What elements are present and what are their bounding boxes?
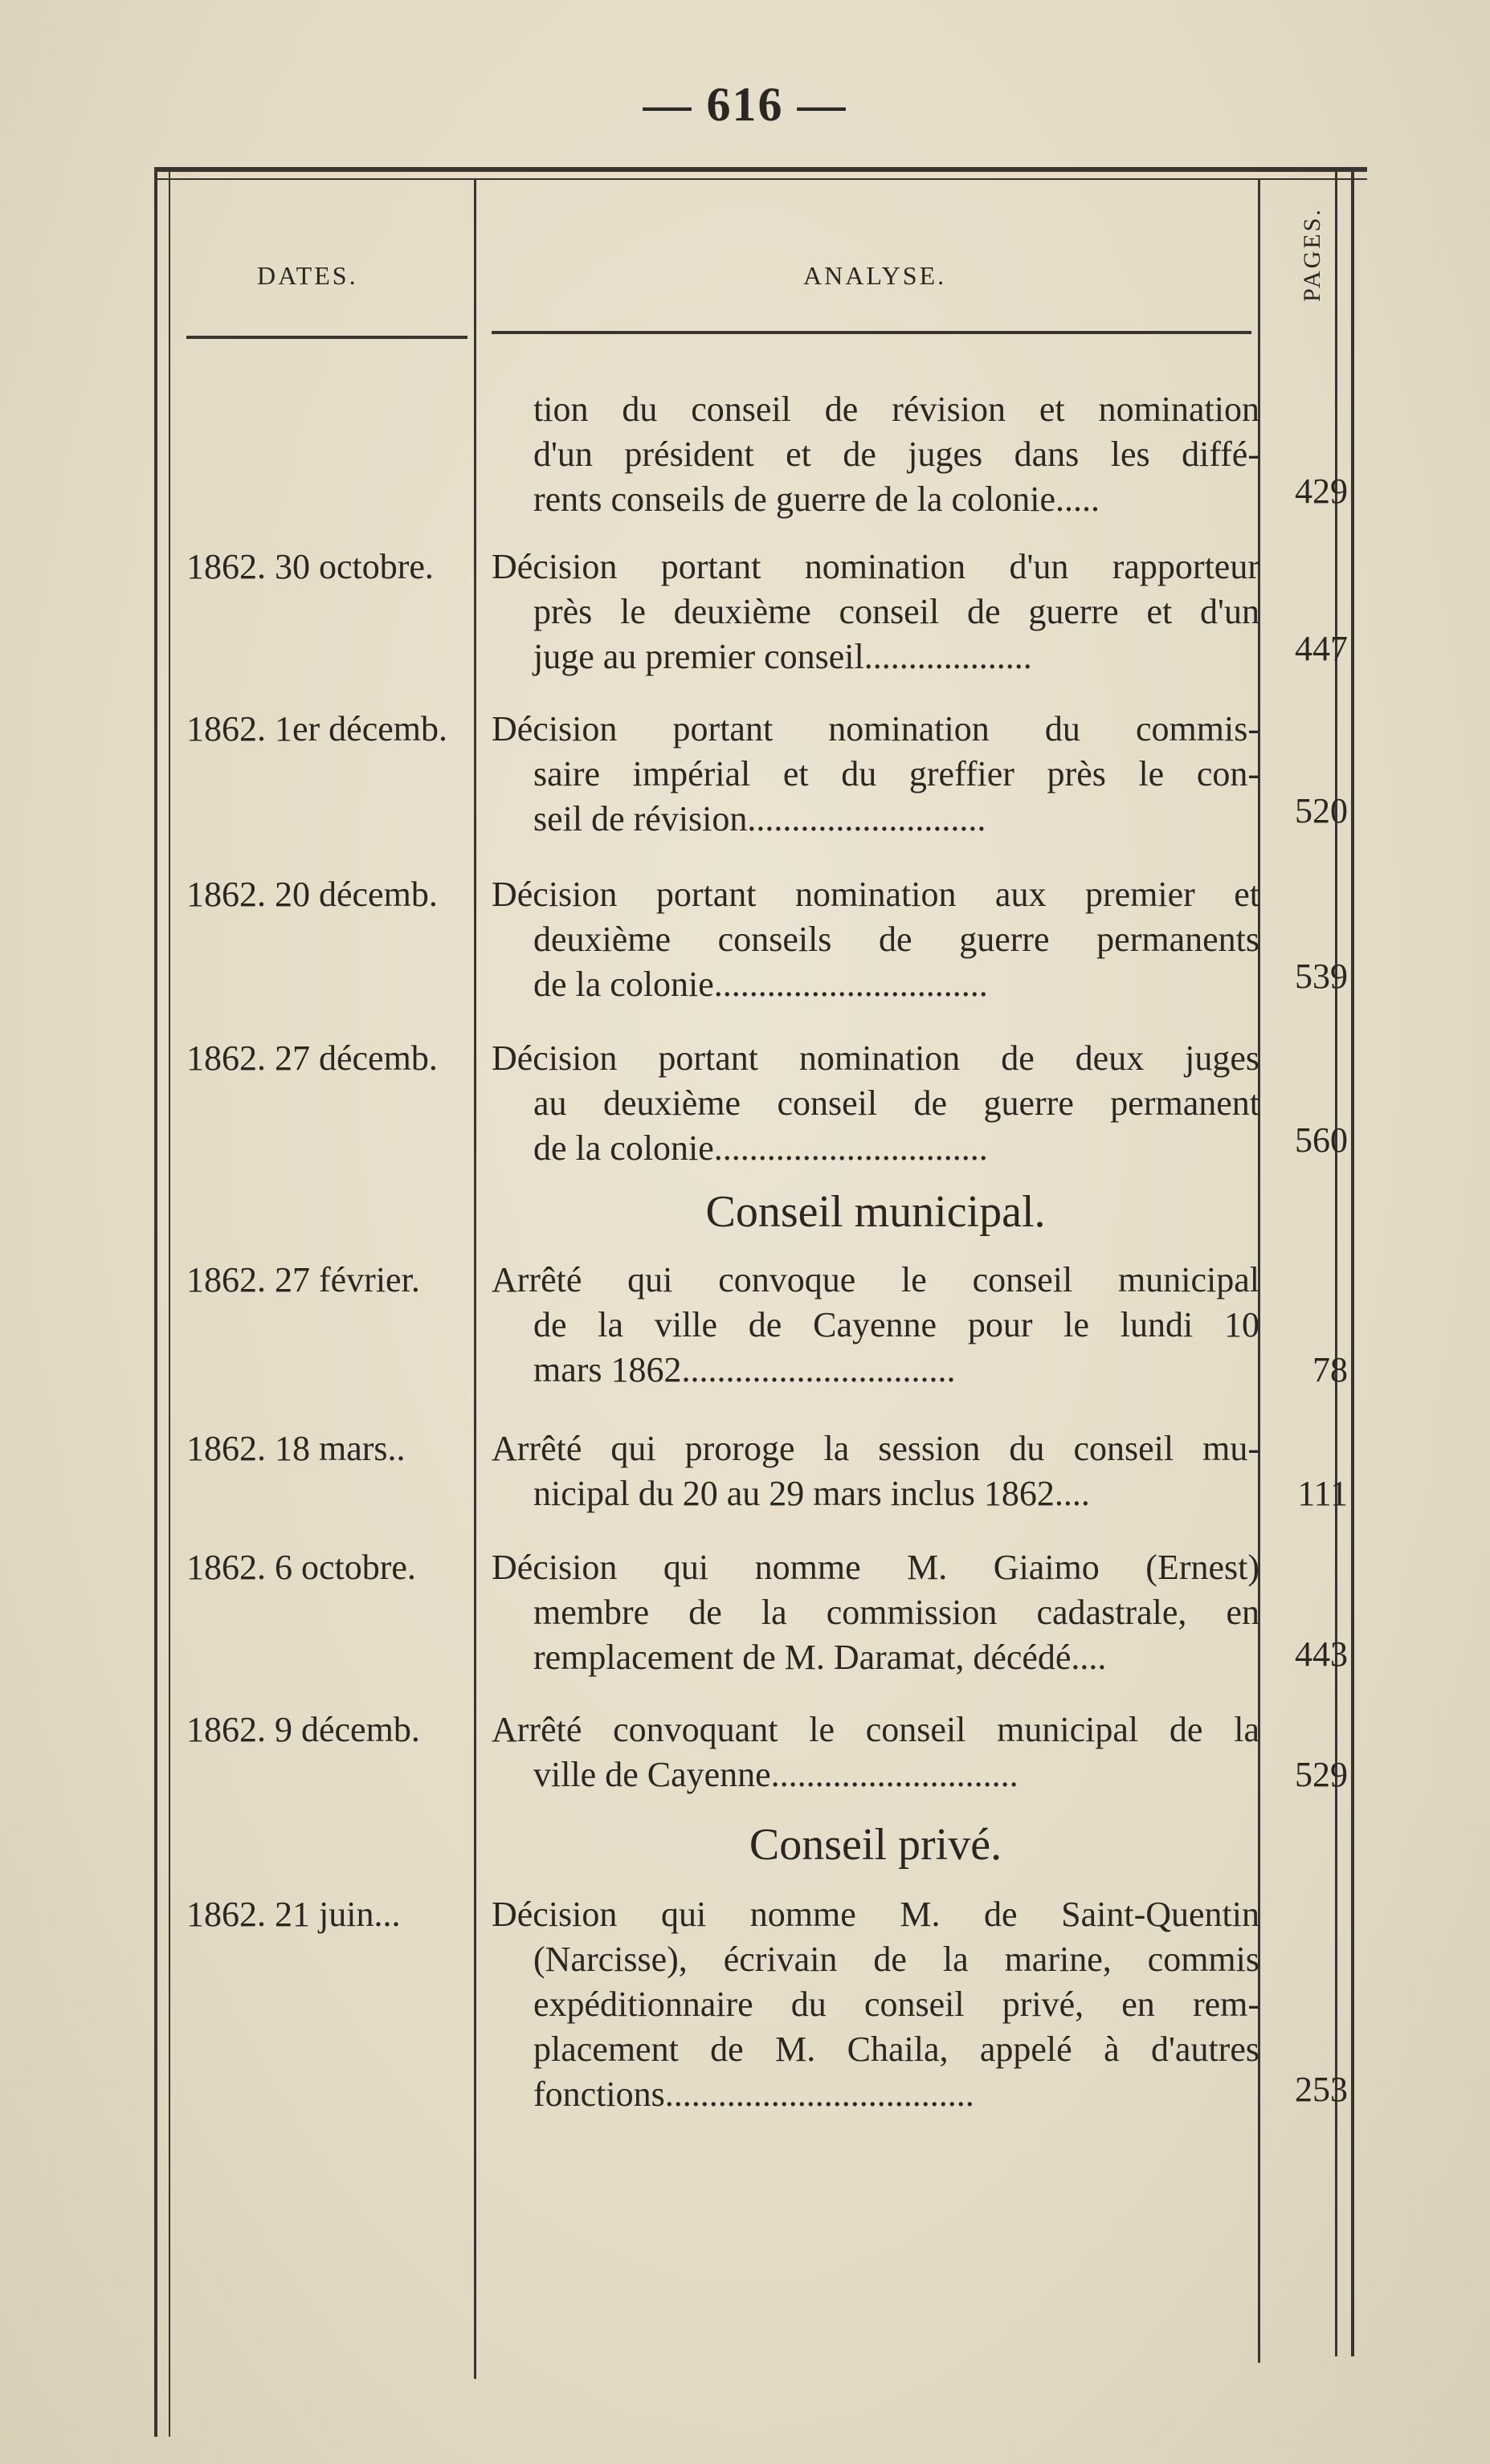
page-number: — 616 — (643, 78, 847, 131)
analysis-line: placement de M. Chaila, appelé à d'autres (533, 2030, 1259, 2069)
analysis-line: saire impérial et du greffier près le con- (533, 754, 1259, 793)
entry-page: 447 (1295, 629, 1348, 668)
entry-analysis (492, 707, 1259, 842)
header-dates: DATES. (257, 261, 358, 290)
analysis-line: de la colonie............................... (533, 1128, 988, 1168)
analysis-line: près le deuxième conseil de guerre et d'un (533, 592, 1259, 631)
analysis-line: Arrêté convoquant le conseil municipal de la (492, 1710, 1259, 1749)
analysis-line: expéditionnaire du conseil privé, en rem- (533, 1985, 1259, 2024)
analysis-line: remplacement de M. Daramat, décédé.... (533, 1638, 1107, 1677)
entry-date: 1862. 27 décemb. (186, 1038, 438, 1078)
outer-left-rule-inner (169, 172, 170, 2437)
outer-right-rule-outer (1351, 172, 1354, 2356)
analysis-line: de la ville de Cayenne pour le lundi 10 (533, 1305, 1259, 1344)
table-top-rule (154, 167, 1367, 172)
entry-analysis (492, 1258, 1259, 1393)
analysis-line: ville de Cayenne............................ (533, 1755, 1019, 1794)
analysis-line: d'un président et de juges dans les diffé- (533, 434, 1259, 474)
header-bottom-rule-left (186, 336, 467, 339)
analysis-line: (Narcisse), écrivain de la marine, commis (533, 1940, 1259, 1979)
header-analyse: ANALYSE. (803, 261, 947, 290)
analysis-line: rents conseils de guerre de la colonie..... (533, 479, 1100, 519)
analysis-line: fonctions................................... (533, 2074, 974, 2114)
entry-analysis (492, 1426, 1259, 1516)
entry-page: 560 (1295, 1120, 1348, 1160)
analysis-line: de la colonie............................... (533, 965, 988, 1004)
entry-page: 539 (1295, 957, 1348, 996)
entry-date: 1862. 30 octobre. (186, 547, 434, 586)
analysis-line: Décision portant nomination d'un rapporteur (492, 547, 1259, 586)
entry-date: 1862. 27 février. (186, 1260, 420, 1299)
entry-date: 1862. 6 octobre. (186, 1548, 416, 1587)
header-pages: PAGES. (1299, 207, 1325, 302)
analysis-line: membre de la commission cadastrale, en (533, 1593, 1259, 1632)
entry-analysis (492, 1545, 1259, 1680)
entry-page: 111 (1297, 1474, 1348, 1513)
analysis-line: Arrêté qui convoque le conseil municipal (492, 1260, 1259, 1299)
analysis-line: Décision portant nomination aux premier et (492, 875, 1259, 914)
entry-analysis (492, 1036, 1259, 1171)
analysis-line: mars 1862............................... (533, 1350, 956, 1389)
entry-date: 1862. 1er décemb. (186, 709, 447, 749)
entry-analysis (492, 872, 1259, 1007)
entry-page: 443 (1295, 1634, 1348, 1674)
entry-analysis (492, 1707, 1259, 1797)
analysis-line: seil de révision........................... (533, 799, 986, 838)
entry-page: 253 (1295, 2070, 1348, 2109)
entry-analysis (492, 545, 1259, 679)
entry-date: 1862. 20 décemb. (186, 875, 438, 914)
analysis-line: deuxième conseils de guerre permanents (533, 920, 1259, 959)
outer-left-rule (154, 172, 157, 2437)
entry-date: 1862. 9 décemb. (186, 1710, 420, 1749)
analysis-line: juge au premier conseil................... (533, 637, 1032, 676)
entry-page: 429 (1295, 471, 1348, 511)
entry-analysis (492, 1892, 1259, 2117)
analysis-line: tion du conseil de révision et nomination (533, 390, 1259, 429)
entry-page: 78 (1312, 1350, 1348, 1389)
analysis-line: Décision qui nomme M. de Saint-Quentin (492, 1895, 1259, 1934)
entry-date: 1862. 18 mars.. (186, 1429, 406, 1468)
section-title-prive: Conseil privé. (749, 1820, 1002, 1870)
table-top-rule-thin (154, 178, 1367, 180)
analysis-line: au deuxième conseil de guerre permanent (533, 1083, 1259, 1123)
section-title-municipal: Conseil municipal. (705, 1187, 1046, 1237)
entry-date: 1862. 21 juin... (186, 1895, 401, 1934)
analysis-line: Arrêté qui proroge la session du conseil mu- (492, 1429, 1259, 1468)
entry-analysis (492, 387, 1259, 522)
entry-page: 520 (1295, 791, 1348, 830)
header-bottom-rule-mid (492, 331, 1251, 334)
analysis-line: Décision portant nomination de deux juges (492, 1038, 1259, 1078)
entry-page: 529 (1295, 1755, 1348, 1794)
analysis-line: nicipal du 20 au 29 mars inclus 1862.... (533, 1474, 1090, 1513)
analysis-line: Décision portant nomination du commis- (492, 709, 1259, 749)
analysis-line: Décision qui nomme M. Giaimo (Ernest) (492, 1548, 1259, 1587)
